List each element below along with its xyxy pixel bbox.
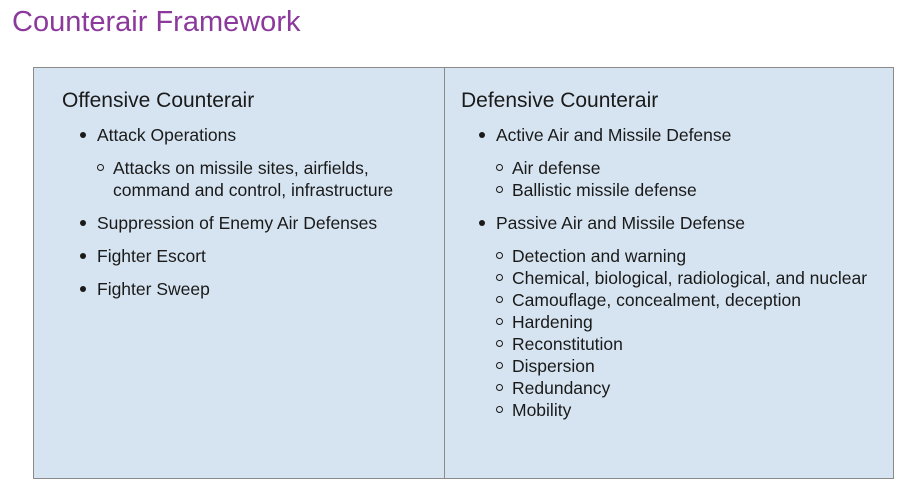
bullet-icon	[80, 253, 86, 259]
sub-list	[496, 245, 893, 421]
circle-bullet-icon	[496, 340, 503, 347]
list-item-label: Attack Operations	[97, 125, 237, 145]
defensive-list	[461, 124, 893, 421]
sub-list-item	[496, 355, 893, 377]
list-item	[461, 212, 893, 421]
bullet-icon	[80, 220, 86, 226]
sub-list-item	[496, 157, 893, 179]
sub-list-item	[496, 179, 893, 201]
circle-bullet-icon	[97, 164, 104, 171]
sub-list-item-label: Mobility	[512, 400, 572, 420]
sub-list-item-label: Ballistic missile defense	[512, 180, 697, 200]
slide-title: Counterair Framework	[12, 6, 301, 38]
sub-list-item-label: Attacks on missile sites, airfields, command and control, infrastructure	[113, 158, 394, 200]
circle-bullet-icon	[496, 362, 503, 369]
list-item-label: Suppression of Enemy Air Defenses	[97, 213, 378, 233]
list-item	[62, 278, 444, 300]
sub-list	[97, 157, 444, 201]
defensive-heading: Defensive Counterair	[461, 89, 659, 112]
sub-list-item-label: Dispersion	[512, 356, 595, 376]
sub-list-item	[496, 399, 893, 421]
list-item	[461, 124, 893, 201]
framework-table	[33, 67, 894, 479]
circle-bullet-icon	[496, 406, 503, 413]
sub-list-item-label: Camouflage, concealment, deception	[512, 290, 801, 310]
sub-list-item-label: Redundancy	[512, 378, 611, 398]
sub-list-item	[496, 267, 893, 289]
sub-list-item	[496, 289, 893, 311]
sub-list-item-label: Detection and warning	[512, 246, 687, 266]
bullet-icon	[479, 132, 485, 138]
circle-bullet-icon	[496, 164, 503, 171]
list-item-label: Fighter Escort	[97, 246, 206, 266]
circle-bullet-icon	[496, 296, 503, 303]
list-item	[62, 212, 444, 234]
circle-bullet-icon	[496, 186, 503, 193]
list-item-label: Fighter Sweep	[97, 279, 210, 299]
sub-list-item	[97, 157, 444, 201]
sub-list-item	[496, 245, 893, 267]
list-item	[62, 124, 444, 201]
bullet-icon	[80, 132, 86, 138]
sub-list-item-label: Reconstitution	[512, 334, 623, 354]
list-item-label: Passive Air and Missile Defense	[496, 213, 745, 233]
list-item	[62, 245, 444, 267]
sub-list-item	[496, 333, 893, 355]
sub-list-item	[496, 311, 893, 333]
bullet-icon	[479, 220, 485, 226]
sub-list-item-label: Hardening	[512, 312, 593, 332]
circle-bullet-icon	[496, 252, 503, 259]
defensive-column	[445, 68, 893, 478]
circle-bullet-icon	[496, 318, 503, 325]
circle-bullet-icon	[496, 384, 503, 391]
offensive-heading: Offensive Counterair	[62, 89, 255, 112]
sub-list-item-label: Chemical, biological, radiological, and nuclear	[512, 268, 868, 288]
bullet-icon	[80, 286, 86, 292]
offensive-list	[62, 124, 444, 300]
offensive-column	[34, 68, 445, 478]
list-item-label: Active Air and Missile Defense	[496, 125, 732, 145]
sub-list-item-label: Air defense	[512, 158, 601, 178]
circle-bullet-icon	[496, 274, 503, 281]
sub-list	[496, 157, 893, 201]
sub-list-item	[496, 377, 893, 399]
